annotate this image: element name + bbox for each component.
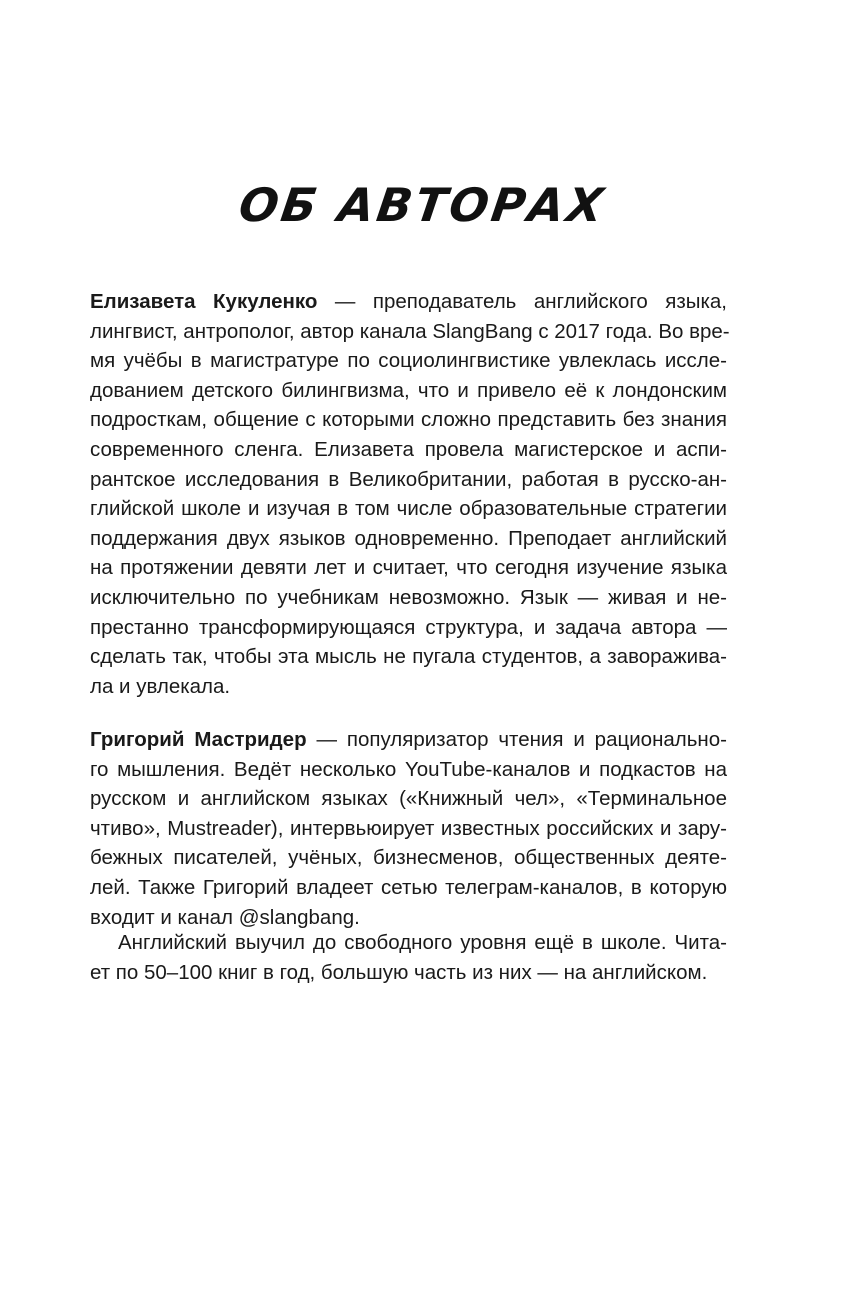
text-line: на протяжении девяти лет и считает, что сегодня изучение языка [90, 556, 727, 580]
text-line: исключительно по учебникам невозможно. Язык — живая и не- [90, 585, 727, 609]
author-bio-kukulenko [90, 287, 730, 701]
text-line: мя учёбы в магистратуре по социолингвистике увлеклась иссле- [90, 349, 727, 373]
text-line: подросткам, общение с которыми сложно представить без знания [90, 408, 727, 432]
author-bio-mastrider [90, 725, 727, 932]
text-line: ла и увлекала. [90, 674, 231, 698]
text-line: современного сленга. Елизавета провела магистерское и аспи- [90, 437, 727, 461]
text-line: чтиво», Mustreader), интервьюирует известных российских и зару- [90, 816, 727, 840]
text-line: лингвист, антрополог, автор канала SlangBang с 2017 года. Во вре- [90, 319, 730, 343]
text-line: го мышления. Ведёт несколько YouTube-каналов и подкастов на [90, 757, 727, 781]
text-line: поддержания двух языков одновременно. Преподает английский [90, 526, 727, 550]
text-line: лей. Также Григорий владеет сетью телеграм-каналов, в которую [90, 875, 727, 899]
author-bio-mastrider-extra [90, 928, 727, 987]
author-name: Григорий Мастридер [90, 728, 307, 751]
text-line: ет по 50–100 книг в год, большую часть из них — на английском. [90, 960, 708, 984]
page-title: ОБ АВТОРАХ [235, 178, 610, 232]
text-line: Григорий Мастридер — популяризатор чтения и рационально- [90, 728, 727, 751]
text-line: бежных писателей, учёных, бизнесменов, общественных деяте- [90, 846, 727, 870]
text-line: глийской школе и изучая в том числе образовательные стратегии [90, 497, 727, 521]
text-line: дованием детского билингвизма, что и привело её к лондонским [90, 378, 727, 402]
text-line: Английский выучил до свободного уровня ещё в школе. Чита- [118, 931, 727, 954]
text-line: рантское исследования в Великобритании, работая в русско-ан- [90, 467, 727, 491]
text-line: сделать так, чтобы эта мысль не пугала студентов, а заворажива- [90, 645, 727, 669]
author-name: Елизавета Кукуленко [90, 290, 318, 313]
text-line: престанно трансформирующаяся структура, и задача автора — [90, 615, 727, 639]
text-line: Елизавета Кукуленко — преподаватель английского языка, [90, 290, 728, 313]
text-line: входит и канал @slangbang. [90, 905, 360, 929]
text-line: русском и английском языках («Книжный чел», «Терминальное [90, 787, 727, 811]
